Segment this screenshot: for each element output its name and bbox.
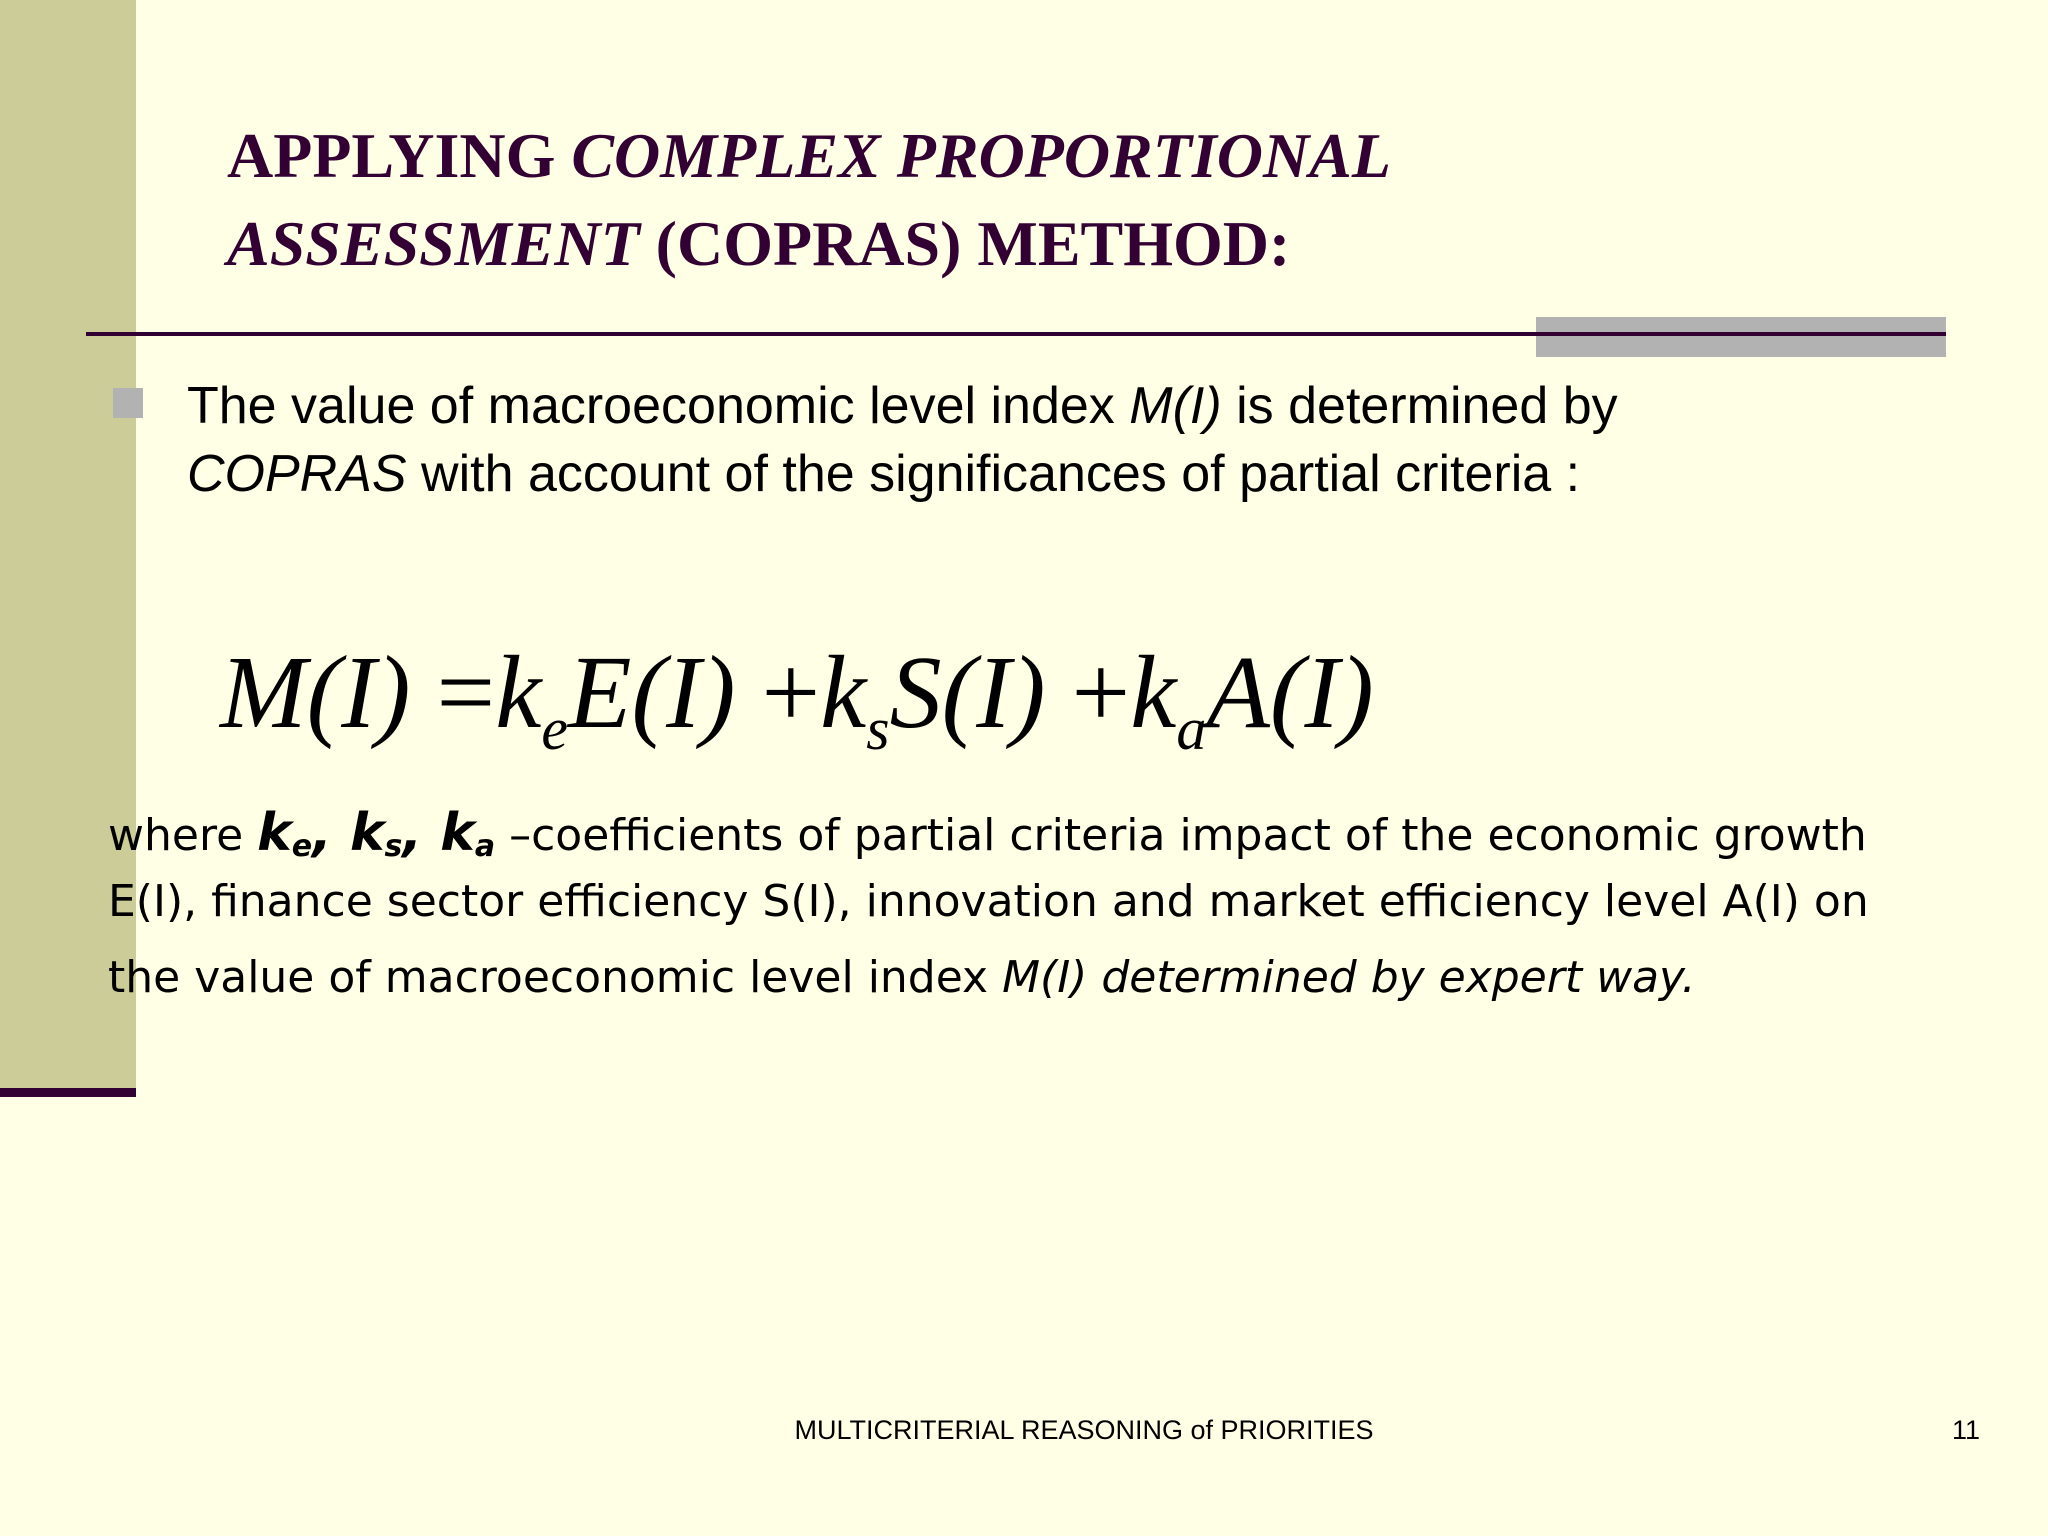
formula-f3: A xyxy=(1206,635,1270,750)
where-line-2: E(I), finance sector efficiency S(I), innovation and market efficiency level A(I) on xyxy=(108,876,1869,927)
formula-k2: k xyxy=(820,635,867,750)
where-paragraph xyxy=(108,800,2008,1011)
formula-sub-a: a xyxy=(1176,696,1207,762)
where-line-1: –coefficients of partial criteria impact of the economic growth xyxy=(495,810,1867,861)
title-part-3: ASSESSMENT xyxy=(227,208,640,279)
bullet-copras: COPRAS xyxy=(187,445,407,503)
page-number: 11 xyxy=(1951,1415,1980,1445)
coef-ka-k: k xyxy=(440,803,475,863)
formula-f2-arg: (I) xyxy=(941,635,1046,750)
where-line-3a: the value of macroeconomic level index xyxy=(108,952,1003,1003)
copras-formula xyxy=(220,628,1920,762)
title-part-2: COMPLEX PROPORTIONAL xyxy=(571,120,1391,191)
bullet-text-1: The value of macroeconomic level index xyxy=(187,377,1130,435)
footer-title: MULTICRITERIAL REASONING of PRIORITIES xyxy=(794,1415,1374,1445)
title-accent-bar xyxy=(1536,317,1946,357)
formula-sub-e: e xyxy=(541,696,569,762)
where-line-3 xyxy=(108,945,1696,1011)
title-part-4: (COPRAS) METHOD: xyxy=(639,208,1291,279)
coef-ka-sub: a xyxy=(474,829,496,864)
coef-ks xyxy=(350,803,440,863)
formula-plus-1: + xyxy=(735,635,821,750)
where-line-3b: M(I) determined by expert way. xyxy=(1002,952,1696,1003)
formula-sub-s: s xyxy=(866,696,890,762)
formula-plus-2: + xyxy=(1045,635,1131,750)
bullet-text-2: is determined by xyxy=(1221,377,1618,435)
formula-lhs-arg: (I) xyxy=(306,635,411,750)
coef-ke-sub: e xyxy=(291,829,313,864)
title-accent-line xyxy=(1536,332,1946,336)
formula-lhs: M xyxy=(220,635,307,750)
coef-ke-k: k xyxy=(257,803,292,863)
formula-f1: E xyxy=(568,635,632,750)
formula-k1: k xyxy=(495,635,542,750)
coef-ke xyxy=(257,803,350,863)
formula-f2: S xyxy=(889,635,942,750)
formula-k3: k xyxy=(1130,635,1177,750)
formula-f3-arg: (I) xyxy=(1269,635,1374,750)
bullet-paragraph xyxy=(187,372,1967,508)
bullet-text-3: with account of the significances of partial criteria : xyxy=(406,445,1581,503)
square-bullet-icon xyxy=(113,388,143,418)
coef-ka xyxy=(440,803,495,863)
formula-equals: = xyxy=(410,635,496,750)
coef-ks-sub: s xyxy=(384,829,403,864)
coef-sep-2: , xyxy=(402,803,441,863)
where-prefix: where xyxy=(108,810,258,861)
left-band-underline xyxy=(0,1088,136,1097)
bullet-mi: M(I) xyxy=(1129,377,1222,435)
coef-sep-1: , xyxy=(312,803,350,863)
formula-f1-arg: (I) xyxy=(631,635,736,750)
slide-title xyxy=(227,112,1927,288)
title-part-1: APPLYING xyxy=(227,120,572,191)
coef-ks-k: k xyxy=(349,803,385,863)
